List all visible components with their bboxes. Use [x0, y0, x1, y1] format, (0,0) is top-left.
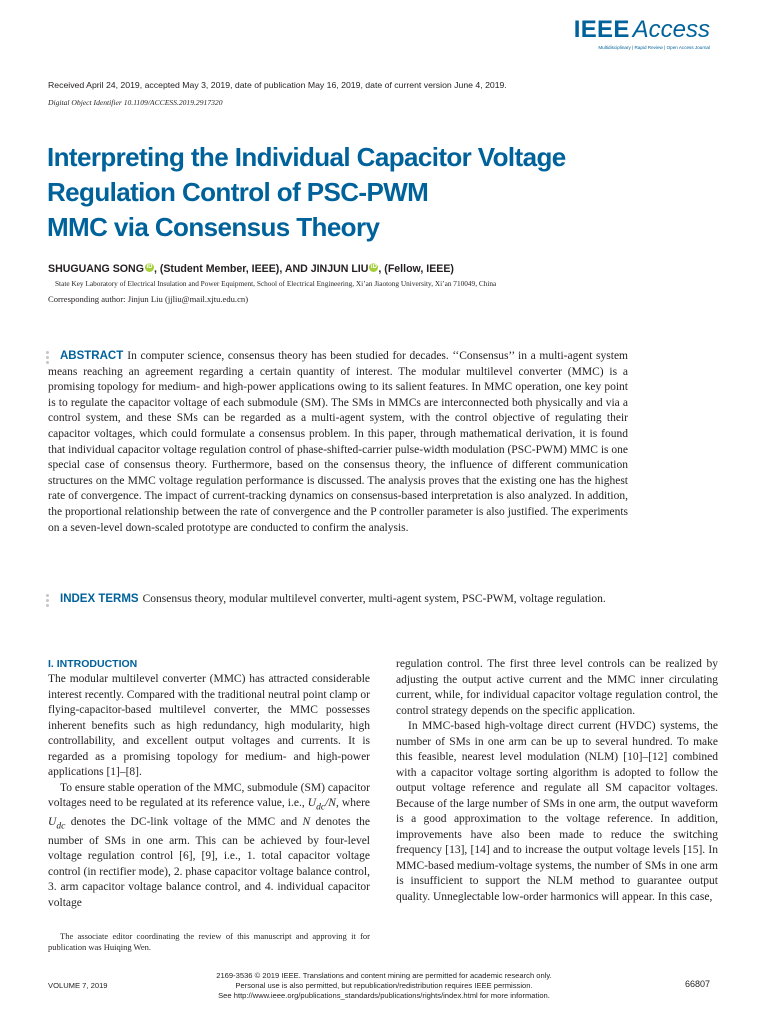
abstract [48, 349, 628, 536]
paragraph: The modular multilevel converter (MMC) has attracted considerable interest recently. Compared with the traditional neutral point clamp or flying-capacitor-based multilevel converter, the MMC possesses inherent benefits such as high redundancy, high modularity, high controllability, and excellent output voltages and currents. It is regarded as a promising topology for medium- and high-power applications [1]–[8]. [48, 673, 370, 778]
affiliation: State Key Laboratory of Electrical Insulation and Power Equipment, School of Electrical Engineering, Xi’an Jiaotong University, Xi’an 710049, China [55, 279, 497, 288]
footnote: The associate editor coordinating the review of this manuscript and approving it for publication was Huiqing Wen. [48, 931, 370, 952]
orcid-icon[interactable]: iD [146, 264, 153, 270]
logo-access: Access [632, 16, 710, 43]
index-terms-label: INDEX TERMS [60, 593, 139, 605]
left-column [48, 657, 370, 911]
corresponding-author: Corresponding author: Jinjun Liu (jjliu@mail.xjtu.edu.cn) [48, 294, 249, 304]
dots-icon [46, 594, 50, 609]
orcid-icon[interactable]: iD [370, 264, 377, 270]
license-notice [150, 971, 618, 1001]
logo-wordmark [574, 17, 710, 43]
abstract-text: In computer science, consensus theory has been studied for decades. ‘‘Consensus’’ in a multi-agent system means reaching an agreement regarding a certain quantity of interest. The modular multilevel converter (MMC) is a promising topology for medium- and high-power applications owing to its salient features. In MMC operation, one key point is to regulate the capacitor voltage of each submodule (SM). The SMs in MMCs are interconnected both physically and via a control system, and these SMs can be regarded as a multi-agent system, with the control objective of regulating their capacitor voltages, which could formulate a consensus problem. In this paper, through mathematical derivation, it is found that individual capacitor voltage regulation control of phase-shifted-carrier pulse-width modulation (PSC-PWM) MMC is one special case of consensus theory. Furthermore, based on the consensus theory, the influence of different communication structures on the MMC voltage regulation performance is discussed. The analysis proves that the existing one has the highest rate of convergence. The impact of current-tracking dynamics on consensus-based interpretation is also analyzed. In addition, the proportional relationship between the rate of convergence and the P controller parameter is also justified. The experiments on a seven-level down-scaled prototype are conducted to confirm the analysis. [48, 350, 628, 534]
paragraph: To ensure stable operation of the MMC, submodule (SM) capacitor voltages need to be regulated at its reference value, i.e., $U_{dc}/N$, where $U_{dc}$ denotes the DC-link voltage of the MMC and N denotes the number of SMs in one arm. This can be achieved by four-level voltage regulation control [6], [9], i.e., 1. total capacitor voltage control (in rectifier mode), 2. phase capacitor voltage balance control, 3. arm capacitor voltage balance control, and 4. individual capacitor voltage [48, 781, 371, 909]
volume-label: VOLUME 7, 2019 [48, 981, 108, 990]
section-heading: I. INTRODUCTION [48, 658, 138, 670]
title-line: MMC via Consensus Theory [47, 212, 380, 242]
author-line [48, 263, 454, 275]
author-role: , (Student Member, IEEE), AND JINJUN LIU [153, 263, 369, 275]
right-column [396, 657, 718, 905]
license-line: Personal use is also permitted, but republication/redistribution requires IEEE permission. [235, 981, 533, 990]
author-name: SHUGUANG SONG [48, 263, 144, 275]
index-terms [48, 592, 628, 608]
paragraph: In MMC-based high-voltage direct current (HVDC) systems, the number of SMs in one arm can be up to several hundred. To make this feasible, nearest level modulation (NLM) [10]–[12] combined with a capacitor voltage sorting algorithm is adopted to follow the output voltage reference and regulate all SM capacitor voltages. Because of the large number of SMs in one arm, the output waveform is a good approximation to the voltage reference. In addition, improvements have also been made to reduce the switching frequency [13], [14] and to increase the output voltage levels [15]. In MMC-based medium-voltage systems, the number of SMs in one arm is insufficient to support the NLM method to guarantee output quality. Unneglectable low-order harmonics will appear. In this case, [396, 720, 718, 903]
doi: Digital Object Identifier 10.1109/ACCESS.2019.2917320 [48, 98, 223, 107]
logo-tagline: Multidisciplinary | Rapid Review | Open Access Journal [598, 45, 710, 50]
received-dates: Received April 24, 2019, accepted May 3, 2019, date of publication May 16, 2019, date of current version June 4, 2019. [48, 80, 507, 90]
author-role: , (Fellow, IEEE) [378, 263, 454, 275]
license-line[interactable]: See http://www.ieee.org/publications_standards/publications/rights/index.html for more information. [218, 991, 550, 1000]
dots-icon [46, 351, 50, 366]
logo-ieee: IEEE [573, 16, 630, 43]
abstract-label: ABSTRACT [60, 350, 124, 362]
page-number: 66807 [684, 979, 710, 989]
title-line: Interpreting the Individual Capacitor Voltage [47, 142, 566, 172]
paper-title [47, 140, 667, 245]
license-line: 2169-3536 © 2019 IEEE. Translations and content mining are permitted for academic research only. [216, 971, 552, 980]
journal-logo [574, 17, 710, 50]
paragraph: regulation control. The first three level controls can be realized by adjusting the output active current and the MMC inner circulating current, while, for individual capacitor voltage regulation control, the control strategy depends on the specific application. [396, 658, 718, 717]
title-line: Regulation Control of PSC-PWM [47, 177, 429, 207]
index-terms-text: Consensus theory, modular multilevel converter, multi-agent system, PSC-PWM, voltage regulation. [142, 593, 606, 605]
